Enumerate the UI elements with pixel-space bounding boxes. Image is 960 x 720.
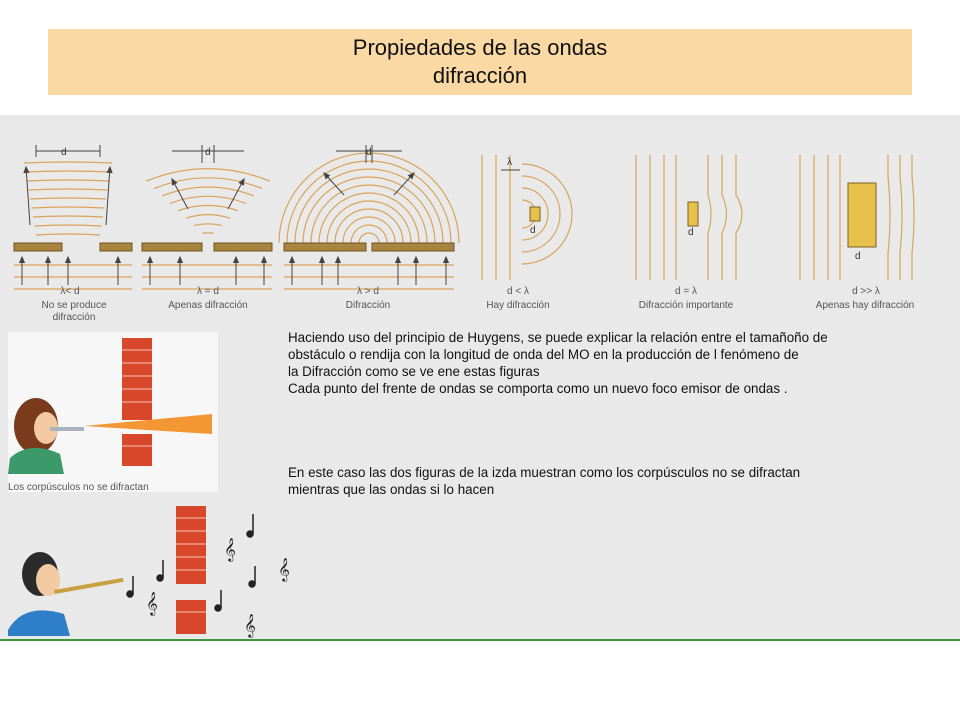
condition-1: λ< d — [60, 286, 80, 297]
barrier-2-left — [142, 243, 202, 251]
label-d-3: d — [366, 147, 372, 158]
music-notes — [127, 514, 290, 638]
obstacle-large — [848, 183, 876, 247]
label-d-4: d — [530, 225, 536, 236]
treble-clef-1: 𝄞 — [224, 539, 236, 561]
corpuscle-line-1: En este caso las dos figuras de la izda muestran como los corpúsculos no se difractan — [288, 465, 801, 480]
obstacle-medium — [688, 202, 698, 226]
barrier-3-left — [284, 243, 366, 251]
label-d-2: d — [205, 147, 211, 158]
propagation-arrows — [20, 167, 449, 285]
width-markers — [36, 145, 520, 170]
page-subtitle: difracción — [432, 63, 528, 88]
huygens-paragraph — [288, 329, 828, 397]
label-d-5: d — [688, 227, 694, 238]
condition-3: λ > d — [357, 286, 379, 297]
condition-2: λ = d — [197, 286, 219, 297]
corpuscle-paragraph — [288, 464, 800, 498]
caption-1: No se produce difracción — [41, 300, 107, 323]
obstacle-small — [530, 207, 540, 221]
corpuscle-line-2: mientras que las ondas si lo hacen — [288, 482, 495, 497]
caption-6: Apenas hay difracción — [815, 300, 915, 311]
diffraction-diagrams — [0, 115, 960, 325]
caption-5: Difracción importante — [638, 300, 734, 311]
huygens-line-4: Cada punto del frente de ondas se comporta como un nuevo foco emisor de ondas . — [288, 381, 788, 396]
label-lambda: λ — [507, 157, 512, 168]
brick-wall-top — [122, 338, 152, 466]
condition-4: d < λ — [507, 286, 529, 297]
barrier-1-right — [100, 243, 132, 251]
wave-lines — [14, 153, 914, 289]
page-title: Propiedades de las ondas — [352, 35, 608, 60]
barrier-2-right — [214, 243, 272, 251]
condition-6: d >> λ — [852, 286, 880, 297]
label-d-6: d — [855, 251, 861, 262]
huygens-line-1: Haciendo uso del principio de Huygens, se puede explicar la relación entre el tamañoño de — [288, 330, 828, 345]
huygens-line-3: la Difracción como se ve ene estas figuras — [288, 364, 540, 379]
condition-5: d = λ — [675, 286, 697, 297]
treble-clef-4: 𝄞 — [244, 615, 256, 637]
caption-3: Difracción — [345, 300, 391, 311]
barrier-1-left — [14, 243, 62, 251]
caption-2: Apenas difracción — [168, 300, 248, 311]
treble-clef-2: 𝄞 — [278, 559, 290, 581]
boy-with-flute — [8, 552, 124, 636]
obstacles — [530, 183, 876, 247]
title-banner — [48, 29, 912, 95]
huygens-line-2: obstáculo o rendija con la longitud de onda del MO en la producción de l fenómeno de — [288, 347, 799, 362]
barriers — [14, 243, 454, 251]
label-d-1: d — [61, 147, 67, 158]
barrier-3-right — [372, 243, 454, 251]
treble-clef-3: 𝄞 — [146, 593, 158, 615]
brick-wall-bottom — [176, 506, 206, 634]
caption-4: Hay difracción — [486, 300, 550, 311]
corpuscle-caption: Los corpúsculos no se difractan — [8, 482, 149, 493]
